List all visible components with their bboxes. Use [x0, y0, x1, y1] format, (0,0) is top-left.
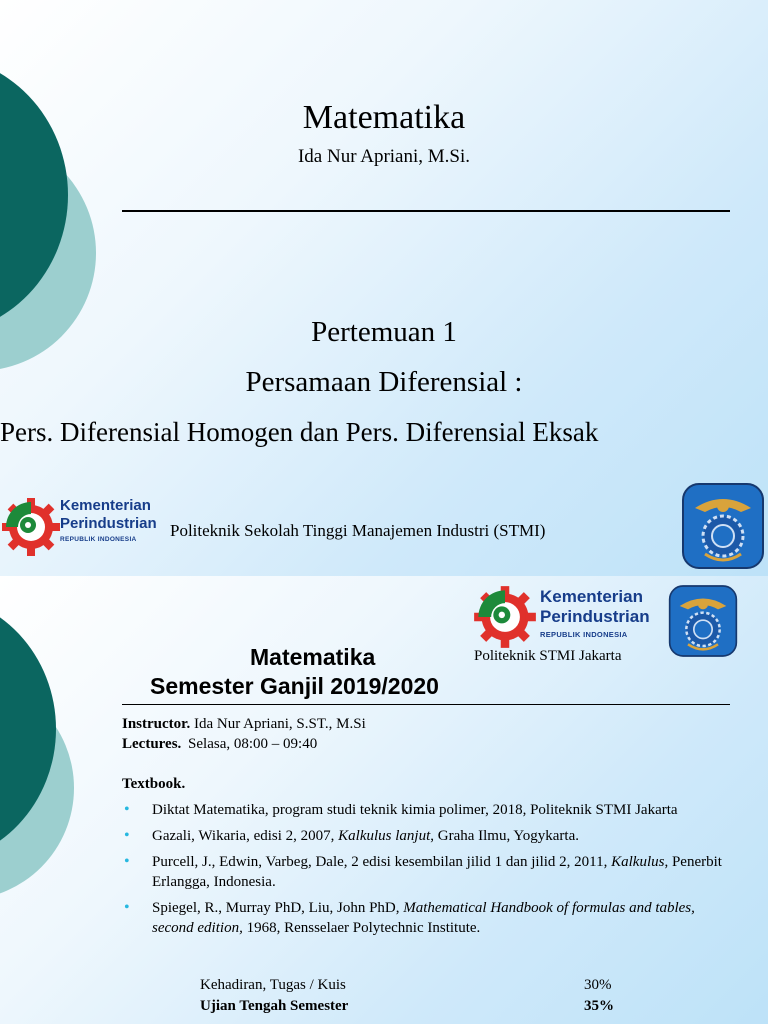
list-item: • Spiegel, R., Murray PhD, Liu, John PhD, Mathematical Handbook of formulas and tables, second edition, 1968, Rensselaer Polytechnic Institute.: [122, 898, 732, 938]
logo-line1: Kementerian: [60, 497, 151, 514]
logo-line3: REPUBLIK INDONESIA: [60, 536, 137, 543]
textbook-heading: Textbook.: [122, 776, 186, 792]
gear-logo-icon: [0, 496, 62, 558]
textbook-list: [122, 800, 732, 944]
semester-title: Semester Ganjil 2019/2020: [150, 673, 439, 699]
instructor-value: Ida Nur Apriani, S.ST., M.Si: [193, 716, 366, 732]
lectures-value: Selasa, 08:00 – 09:40: [188, 736, 318, 752]
gear-logo-icon: [470, 584, 540, 650]
kementerian-logo: [470, 584, 660, 648]
grading-label: Ujian Tengah Semester: [200, 998, 349, 1014]
header-divider: [122, 704, 730, 705]
logo-line2: Perindustrian: [540, 607, 650, 626]
institution-name: Politeknik Sekolah Tinggi Manajemen Industri (STMI): [170, 521, 546, 540]
list-item: • Purcell, J., Edwin, Varbeg, Dale, 2 edisi kesembilan jilid 1 dan jilid 2, 2011, Kalkulus, Penerbit Erlangga, Indonesia.: [122, 852, 732, 892]
course-info-slide: [0, 576, 768, 1024]
subtopic-title: Pers. Diferensial Homogen dan Pers. Diferensial Eksak: [0, 417, 599, 447]
grading-label: Kehadiran, Tugas / Kuis: [200, 977, 346, 993]
logo-line3: REPUBLIK INDONESIA: [540, 630, 628, 639]
author-name: Ida Nur Apriani, M.Si.: [297, 146, 471, 167]
logo-line1: Kementerian: [540, 587, 643, 606]
instructor-label: Instructor.: [122, 716, 191, 732]
slide-title: Matematika: [302, 99, 466, 136]
list-item: • Diktat Matematika, program studi teknik kimia polimer, 2018, Politeknik STMI Jakarta: [122, 800, 732, 820]
lectures-line: [122, 734, 317, 754]
logo-line2: Perindustrian: [60, 515, 157, 532]
grading-row: [200, 977, 620, 997]
stmi-emblem-icon: [681, 482, 765, 570]
topic-title: Persamaan Diferensial :: [245, 366, 523, 398]
course-title: Matematika: [250, 644, 376, 670]
stmi-emblem-icon: [668, 582, 738, 660]
grading-row: [200, 998, 620, 1018]
grading-value: 30%: [584, 977, 612, 993]
list-item: • Gazali, Wikaria, edisi 2, 2007, Kalkulus lanjut, Graha Ilmu, Yogykarta.: [122, 826, 732, 846]
grading-value: 35%: [584, 998, 614, 1014]
instructor-line: [122, 714, 366, 734]
kementerian-logo: [0, 496, 160, 556]
lectures-label: Lectures.: [122, 736, 182, 752]
campus-name: Politeknik STMI Jakarta: [474, 648, 622, 664]
title-divider: [122, 210, 730, 212]
meeting-title: Pertemuan 1: [311, 316, 457, 348]
